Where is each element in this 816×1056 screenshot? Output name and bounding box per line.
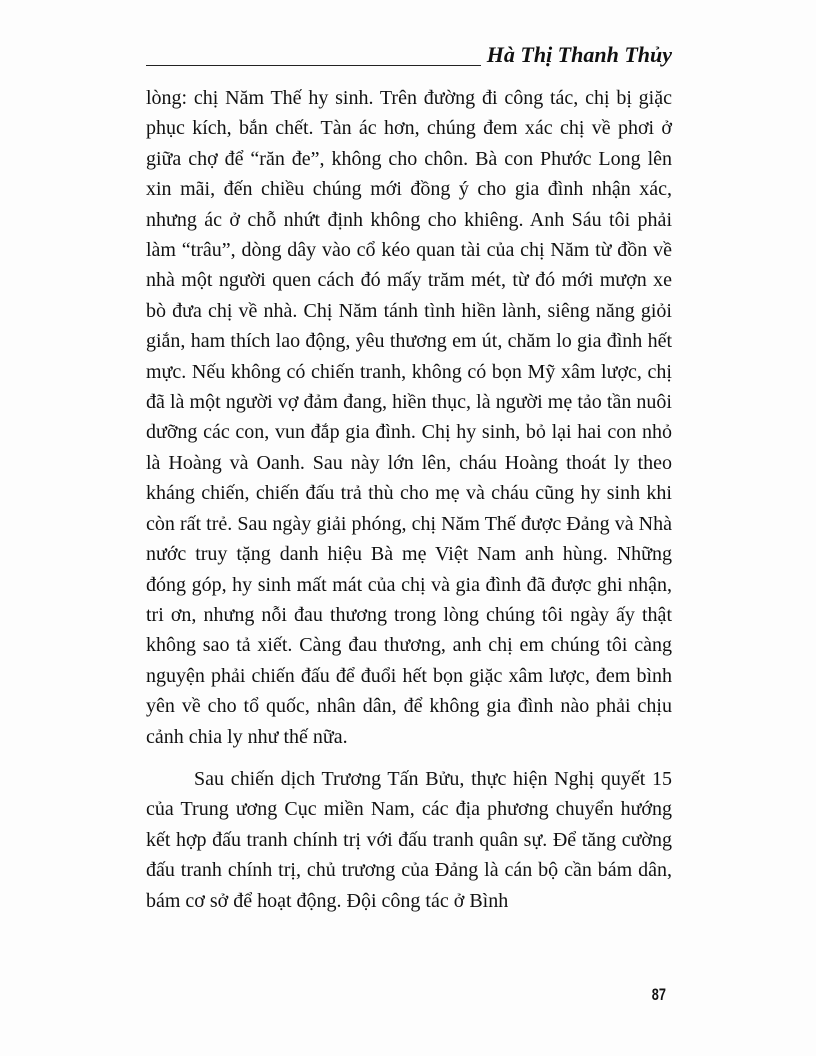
- running-header: [146, 42, 672, 68]
- paragraph: Sau chiến dịch Trương Tấn Bửu, thực hiện Nghị quyết 15 của Trung ương Cục miền Nam, các địa phương chuyển hướng kết hợp đấu tranh chính trị với đấu tranh quân sự. Để tăng cường đấu tranh chính trị, chủ trương của Đảng là cán bộ cần bám dân, bám cơ sở để hoạt động. Đội công tác ở Bình: [146, 767, 672, 912]
- body-text: [146, 83, 672, 916]
- page-number: 87: [651, 985, 666, 1004]
- paragraph-continued: lòng: chị Năm Thế hy sinh. Trên đường đi công tác, chị bị giặc phục kích, bắn chết. Tàn ác hơn, chúng đem xác chị về phơi ở giữa chợ để “răn đe”, không cho chôn. Bà con Phước Long lên xin mãi, đến chiều chúng mới đồng ý cho gia đình nhận xác, nhưng ác ở chỗ nhứt định không cho khiêng. Anh Sáu tôi phải làm “trâu”, dòng dây vào cổ kéo quan tài của chị Năm từ đồn về nhà một người quen cách đó mấy trăm mét, từ đó mới mượn xe bò đưa chị về nhà. Chị Năm tánh tình hiền lành, siêng năng giỏi giắn, ham thích lao động, yêu thương em út, chăm lo gia đình hết mực. Nếu không có chiến tranh, không có bọn Mỹ xâm lược, chị đã là một người vợ đảm đang, hiền thục, là người mẹ tảo tần nuôi dưỡng các con, vun đắp gia đình. Chị hy sinh, bỏ lại hai con nhỏ là Hoàng và Oanh. Sau này lớn lên, cháu Hoàng thoát ly theo kháng chiến, chiến đấu trả thù cho mẹ và cháu cũng hy sinh khi còn rất trẻ. Sau ngày giải phóng, chị Năm Thế được Đảng và Nhà nước truy tặng danh hiệu Bà mẹ Việt Nam anh hùng. Những đóng góp, hy sinh mất mát của chị và gia đình đã được ghi nhận, tri ơn, nhưng nỗi đau thương trong lòng chúng tôi ngày ấy thật không sao tả xiết. Càng đau thương, anh chị em chúng tôi càng nguyện phải chiến đấu để đuổi hết bọn giặc xâm lược, đem bình yên về cho tổ quốc, nhân dân, để không gia đình nào phải chịu cảnh chia ly như thế nữa.: [146, 87, 672, 748]
- header-author-name: Hà Thị Thanh Thủy: [481, 42, 672, 68]
